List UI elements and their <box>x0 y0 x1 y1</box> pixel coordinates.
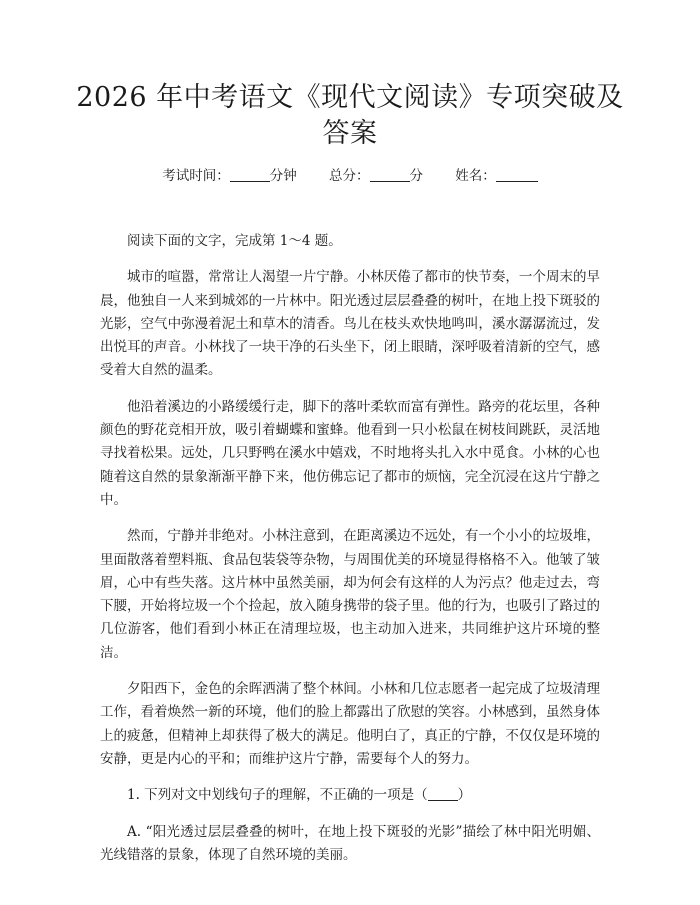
passage-paragraph-4: 夕阳西下，金色的余晖洒满了整个林间。小林和几位志愿者一起完成了垃圾清理工作，看着焕然一新的环境，他们的脸上都露出了欣慰的笑容。小林感到，虽然身体上的疲惫，但精神上却获得了极大的满足。他明白了，真正的宁静，不仅仅是环境的安静，更是内心的平和；而维护这片宁静，需要每个人的努力。 <box>100 681 600 767</box>
student-name-label: 姓名： <box>455 168 496 184</box>
exam-time-label: 考试时间： <box>162 168 230 184</box>
passage-paragraph-1: 城市的喧嚣，常常让人渴望一片宁静。小林厌倦了都市的快节奏，一个周末的早晨，他独自一人来到城郊的一片林中。阳光透过层层叠叠的树叶，在地上投下斑驳的光影，空气中弥漫着泥土和草木的清香。鸟儿在枝头欢快地鸣叫，溪水潺潺流过，发出悦耳的声音。小林找了一块干净的石头坐下，闭上眼睛，深呼吸着清新的空气，感受着大自然的温柔。 <box>100 269 600 379</box>
total-score-unit: 分 <box>409 168 423 184</box>
title-line-2: 答案 <box>322 118 378 149</box>
exam-time-unit: 分钟 <box>269 168 297 184</box>
reading-instruction: 阅读下面的文字，完成第 1～4 题。 <box>127 233 342 249</box>
question-1-option-a: A. “阳光透过层层叠叠的树叶，在地上投下斑驳的光影”描绘了林中阳光明媚、光线错落的景象，体现了自然环境的美丽。 <box>100 823 600 863</box>
student-name-field <box>455 166 538 186</box>
passage-paragraph-3: 然而，宁静并非绝对。小林注意到，在距离溪边不远处，有一个小小的垃圾堆，里面散落着塑料瓶、食品包装袋等杂物，与周围优美的环境显得格格不入。他皱了皱眉，心中有些失落。这片林中虽然美丽，却为何会有这样的人为污点？他走过去，弯下腰，开始将垃圾一个个捡起，放入随身携带的袋子里。他的行为，也吸引了路过的几位游客，他们看到小林正在清理垃圾，也主动加入进来，共同维护这片环境的整洁。 <box>100 528 600 661</box>
total-score-blank <box>370 167 410 182</box>
exam-info-line <box>0 166 700 186</box>
student-name-blank <box>496 167 538 182</box>
question-1-close: ） <box>457 787 472 804</box>
passage-paragraph-2: 他沿着溪边的小路缓缓行走，脚下的落叶柔软而富有弹性。路旁的花坛里，各种颜色的野花竞相开放，吸引着蝴蝶和蜜蜂。他看到一只小松鼠在树枝间跳跃，灵活地寻找着松果。远处，几只野鸭在溪水中嬉戏，不时地将头扎入水中觅食。小林的心也随着这自然的景象渐渐平静下来，他仿佛忘记了都市的烦恼，完全沉浸在这片宁静之中。 <box>100 398 600 508</box>
exam-time-blank <box>230 167 270 182</box>
question-1 <box>100 784 600 807</box>
total-score-label: 总分： <box>329 168 370 184</box>
document-body <box>100 230 600 880</box>
question-1-text: 1. 下列对文中划线句子的理解，不正确的一项是（ <box>127 787 428 804</box>
question-1-answer-blank <box>428 786 458 801</box>
title-line-1: 2026 年中考语文《现代文阅读》专项突破及 <box>76 82 624 113</box>
exam-time-field <box>162 166 297 186</box>
document-title <box>60 80 640 152</box>
total-score-field <box>329 166 423 186</box>
